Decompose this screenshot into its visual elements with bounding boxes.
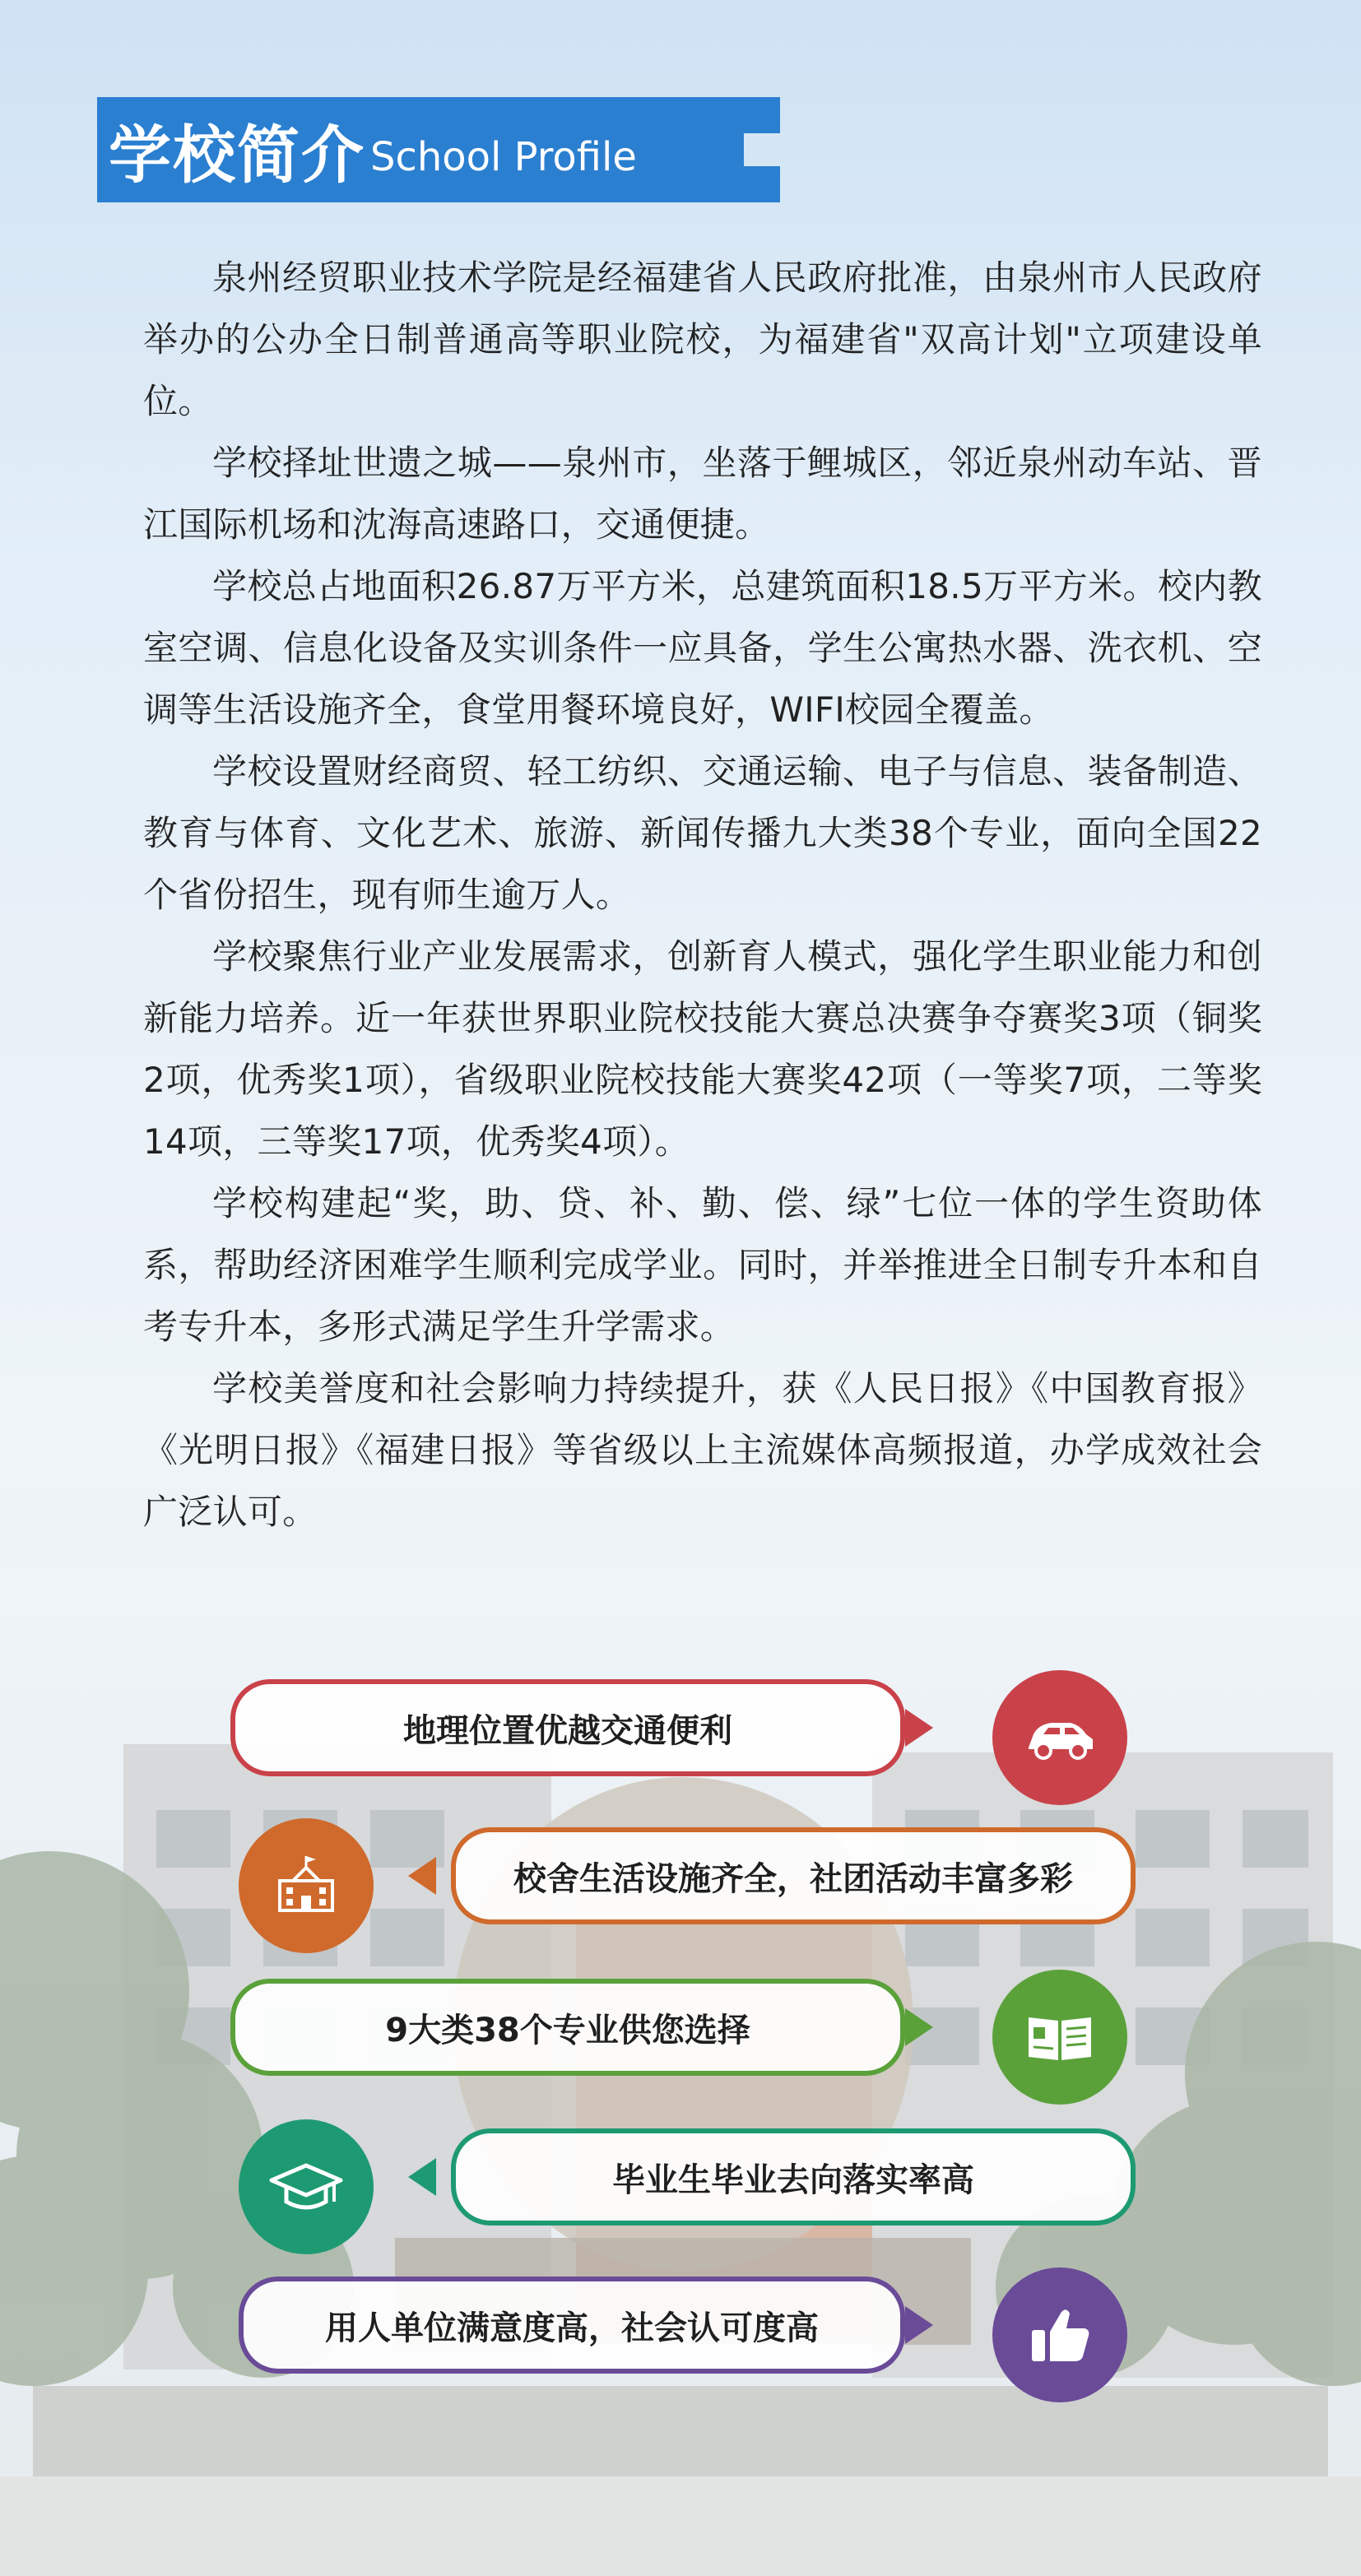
title-bar [97, 97, 708, 202]
feature-majors [230, 1970, 1136, 2085]
feature-label-box [451, 2128, 1136, 2226]
car-icon [992, 1670, 1127, 1805]
decor-square [708, 166, 744, 202]
feature-label: 9大类38个专业供您选择 [385, 2011, 750, 2049]
feature-facilities [239, 1818, 1136, 1933]
pointer-arrow [905, 2008, 933, 2046]
feature-employment [239, 2119, 1136, 2235]
paragraph: 学校聚焦行业产业发展需求，创新育人模式，强化学生职业能力和创新能力培养。近一年获世界职业院校技能大赛总决赛争夺赛奖3项（铜奖2项，优秀奖1项），省级职业院校技能大赛奖42项（一等奖7项，二等奖14项，三等奖17项，优秀奖4项）。 [143, 936, 1262, 1162]
title-english: School Profile [370, 134, 637, 180]
pointer-arrow [408, 2158, 436, 2196]
title-chinese: 学校简介 [109, 118, 365, 192]
paragraph: 学校总占地面积26.87万平方米，总建筑面积18.5万平方米。校内教室空调、信息化设备及实训条件一应具备，学生公寓热水器、洗衣机、空调等生活设施齐全，食堂用餐环境良好，WIFI校园全覆盖。 [143, 566, 1262, 730]
decor-square [744, 166, 780, 202]
feature-label: 毕业生毕业去向落实率高 [612, 2161, 974, 2199]
pointer-arrow [905, 1709, 933, 1747]
graduation-cap-icon [239, 2119, 374, 2254]
pointer-arrow [905, 2306, 933, 2344]
decor-square [708, 133, 744, 169]
profile-text [143, 247, 1262, 1543]
feature-label-box [451, 1827, 1136, 1924]
school-building-icon [239, 1818, 374, 1953]
paragraph: 学校构建起“奖，助、贷、补、勤、偿、绿”七位一体的学生资助体系，帮助经济困难学生顺利完成学业。同时，并举推进全日制专升本和自考专升本，多形式满足学生升学需求。 [143, 1183, 1262, 1347]
feature-label-box [230, 1979, 905, 2076]
paragraph: 学校美誉度和社会影响力持续提升，获《人民日报》《中国教育报》《光明日报》《福建日报》等省级以上主流媒体高频报道，办学成效社会广泛认可。 [143, 1368, 1262, 1532]
paragraph: 学校设置财经商贸、轻工纺织、交通运输、电子与信息、装备制造、教育与体育、文化艺术、旅游、新闻传播九大类38个专业，面向全国22个省份招生，现有师生逾万人。 [143, 751, 1262, 915]
feature-satisfaction [239, 2267, 1136, 2383]
feature-label-box [239, 2277, 905, 2374]
thumbs-up-icon [992, 2267, 1127, 2402]
decor-square [744, 97, 780, 133]
paragraph: 泉州经贸职业技术学院是经福建省人民政府批准，由泉州市人民政府举办的公办全日制普通高等职业院校，为福建省"双高计划"立项建设单位。 [143, 258, 1262, 421]
decor-square [708, 97, 744, 133]
feature-label: 校舍生活设施齐全，社团活动丰富多彩 [513, 1859, 1073, 1898]
feature-label-box [230, 1679, 905, 1776]
pointer-arrow [408, 1857, 436, 1895]
title-banner [97, 97, 780, 202]
feature-label: 用人单位满意度高，社会认可度高 [325, 2309, 819, 2347]
feature-transport [230, 1670, 1136, 1785]
open-book-icon [992, 1970, 1127, 2105]
feature-label: 地理位置优越交通便利 [403, 1711, 732, 1750]
paragraph: 学校择址世遗之城——泉州市，坐落于鲤城区，邻近泉州动车站、晋江国际机场和沈海高速路口，交通便捷。 [143, 443, 1262, 545]
